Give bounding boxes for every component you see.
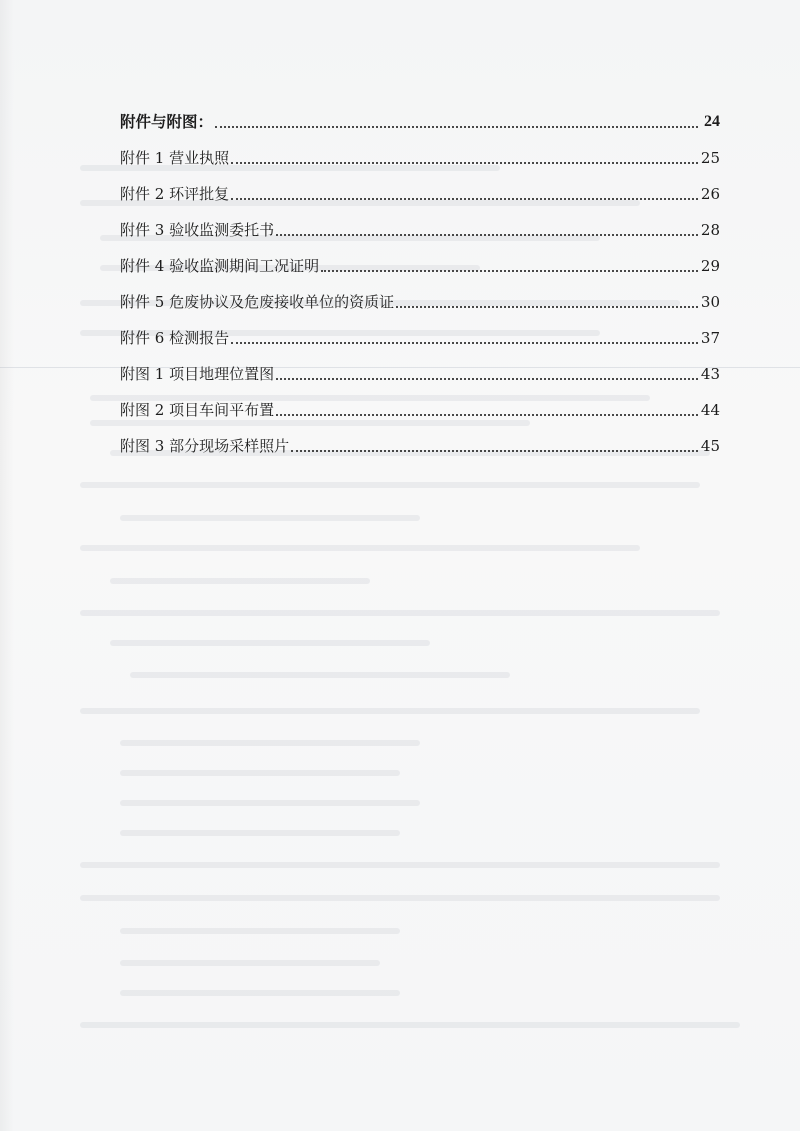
toc-entry[interactable] [120,384,720,420]
toc-entry[interactable] [120,312,720,348]
toc-leader-dots [276,413,698,416]
bleed-through-stroke [120,928,400,934]
toc-entry-label: 附件 1 营业执照 [120,149,230,167]
bleed-through-stroke [80,1022,740,1028]
toc-entry-page: 37 [700,329,720,347]
bleed-through-stroke [80,862,720,868]
toc-entry[interactable] [120,132,720,168]
bleed-through-stroke [120,800,420,806]
toc-entry-page: 28 [700,221,720,239]
toc-leader-dots [276,233,698,236]
toc-entry[interactable] [120,348,720,384]
toc-leader-dots [276,377,698,380]
toc-leader-dots [215,125,698,128]
toc-entry-page: 26 [700,185,720,203]
toc-entry-label: 附图 1 项目地理位置图 [120,365,275,383]
toc-leader-dots [231,341,698,344]
bleed-through-stroke [130,672,510,678]
bleed-through-stroke [120,990,400,996]
bleed-through-stroke [80,545,640,551]
toc-leader-dots [231,161,698,164]
toc-entry-page: 25 [700,149,720,167]
bleed-through-stroke [80,895,720,901]
bleed-through-stroke [80,708,700,714]
bleed-through-stroke [80,482,700,488]
toc-entry-page: 43 [700,365,720,383]
toc-entry[interactable] [120,276,720,312]
toc-entry-label: 附图 2 项目车间平布置 [120,401,275,419]
bleed-through-stroke [120,830,400,836]
toc-entry-label: 附件 6 检测报告 [120,329,230,347]
table-of-contents [120,96,720,456]
toc-heading [120,96,720,132]
toc-entry[interactable] [120,168,720,204]
toc-entry-label: 附件 4 验收监测期间工况证明 [120,257,320,275]
bleed-through-stroke [120,770,400,776]
toc-entry-page: 30 [700,293,720,311]
bleed-through-stroke [110,640,430,646]
toc-entry-label: 附件 2 环评批复 [120,185,230,203]
toc-entry-label: 附件 3 验收监测委托书 [120,221,275,239]
toc-leader-dots [396,305,698,308]
toc-leader-dots [291,449,698,452]
toc-heading-page: 24 [704,113,720,130]
toc-heading-label: 附件与附图： [120,112,214,131]
toc-entry[interactable] [120,204,720,240]
bleed-through-stroke [120,960,380,966]
toc-entry[interactable] [120,240,720,276]
bleed-through-stroke [120,740,420,746]
bleed-through-stroke [110,578,370,584]
bleed-through-stroke [80,610,720,616]
bleed-through-stroke [120,515,420,521]
toc-entry-label: 附图 3 部分现场采样照片 [120,437,290,455]
toc-leader-dots [231,197,698,200]
toc-entry-label: 附件 5 危废协议及危废接收单位的资质证 [120,293,395,311]
toc-entry-page: 29 [700,257,720,275]
toc-leader-dots [321,269,698,272]
toc-entry-page: 45 [700,437,720,455]
toc-entry-page: 44 [700,401,720,419]
toc-entry[interactable] [120,420,720,456]
